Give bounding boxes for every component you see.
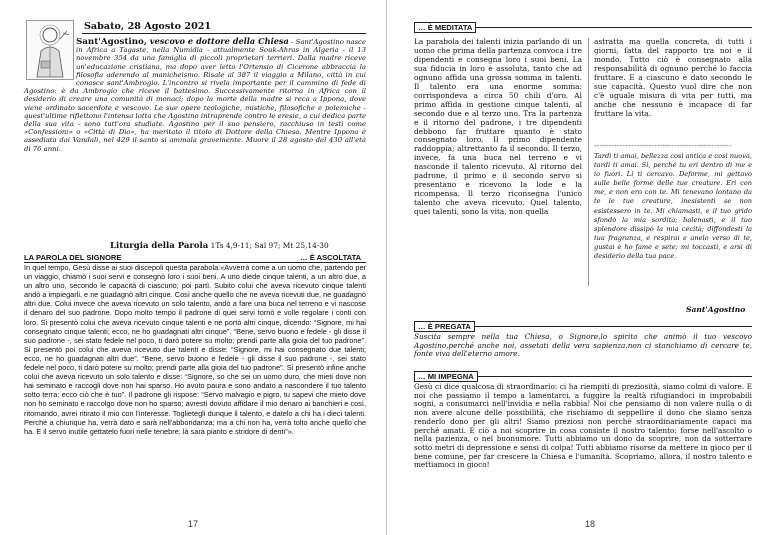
meditation-left-column: La parabola dei talenti inizia parlando di un uomo che prima della partenza convoca i tre dipendenti e consegna loro i suoi beni. La sua fiducia in loro è assoluta, tanto che ad ognuno affida una grossa somma in talenti. Il talento era una enorme somma: corrispondeva a circa 50 chili d'oro. Al primo affida in gestione cinque talenti, al secondo due e al terzo uno. Tra la partenza e il ritorno del padrone, i tre dipendenti debbono far fruttare quanto è stato consegnato loro. Il primo dipendente raddoppia; altrettanto fa il secondo. Il terzo, invece, fa una buca nel terreno e vi nasconde il talento ricevuto. Al ritorno del padrone, il primo e il secondo servo si presentano e ricevono la lode e la ricompensa. Il terzo riconsegna l'unico talento che aveva ricevuto. Quel talento, quei talenti, sono la vita, non quella [414,37,582,217]
saint-bio-block [24,37,366,153]
date-rule [82,33,366,34]
column-divider [588,38,589,286]
page-left [0,0,386,535]
impegno-text: Gesù ci dice qualcosa di straordinario: ci ha riempiti di preziosità, siamo colmi di valore. E noi che passiamo il tempo a lamentarci, a fuggire la realtà rifugiandoci in improbabili sogni, a consumarci nell'invidia e nella rabbia! Noi che pensiamo di non valere nulla o di non avere alcune delle possibilità, che rischiamo di seppellire il dono che siamo senza renderlo dono per gli altri! Siamo preziosi non perché straordinariamente capaci ma perché amati. E ciò a noi scoprire in cosa consiste il nostro talento: forse nell'ascolto o nella pazienza, o nel buonumore. Tutti abbiamo un dono da scoprire, non da sotterrare sotto metri di depressione e sensi di colpa! Tutti abbiamo risorse da mettere in gioco per il bene comune, per far crescere la Chiesa e l'umanità. Scopriamo, allora, il nostro talento e mettiamoci in gioco! [414,382,752,470]
meditata-heading: … È MEDITATA [414,22,476,33]
saint-subtitle: vescovo e dottore della Chiesa [146,36,289,46]
impegno-heading: … MI IMPEGNA [414,371,478,382]
liturgy-heading [110,241,329,251]
parola-heading: LA PAROLA DEL SIGNORE [24,253,122,262]
augustine-quote: Tardi ti amai, bellezza così antica e così nuova, tardi ti amai. Sì, perché tu eri dentro di me e io fuori. Lì ti cercavo. Deforme, mi gettavo sulle belle forme delle tue creature. Eri con me, e non ero con te. Mi tenevano lontano da te le tue creature, inesistenti se non esistessero in te. Mi chiamasti, e il tuo grido sfondò la mia sordità; balenasti, e il tuo splendore dissipò la mia cecità; diffondesti la tua fragranza, e respirai e anelo verso di te, gustai e ho fame e sete; mi toccasti, e arsi di desiderio della tua pace. [594,152,752,261]
liturgy-refs: 1Ts 4,9-11; Sal 97; Mt 25,14-30 [208,241,329,250]
date-heading: Sabato, 28 Agosto 2021 [84,21,212,32]
liturgy-title: Liturgia della Parola [110,241,209,251]
dash-separator: ------------------------------------------------ [594,142,732,150]
page-right [387,0,773,535]
gospel-text: In quel tempo, Gesù disse ai suoi discepoli questa parabola:«Avverrà come a un uomo che, partendo per un viaggio, chiamò i suoi servi e consegnò loro i suoi beni. A uno diede cinque talenti, a un altro due, a un altro uno, secondo le capacità di ciascuno; poi partì. Subito colui che aveva ricevuto cinque talenti andò a impiegarli, e ne guadagnò altri cinque. Così anche quello che ne aveva ricevuti due, ne guadagnò altri due. Colui invece che aveva ricevuto un solo talento, andò a fare una buca nel terreno e vi nascose il denaro del suo padrone. Dopo molto tempo il padrone di quei servi tornò e volle regolare i conti con loro. Si presentò colui che aveva ricevuto cinque talenti e ne portò altri cinque, dicendo: “Signore, mi hai consegnato cinque talenti; ecco, ne ho guadagnati altri cinque”. “Bene, servo buono e fedele - gli disse il suo padrone -, sei stato fedele nel poco, ti darò potere su molto; prendi parte alla gioia del tuo padrone”. Si presentò poi colui che aveva ricevuto due talenti e disse: “Signore, mi hai consegnato due talenti; ecco, ne ho guadagnati altri due”. “Bene, servo buono e fedele - gli disse il suo padrone -, sei stato fedele nel poco, ti darò potere su molto; prendi parte alla gioia del tuo padrone”. Si presentò infine anche colui che aveva ricevuto un solo talento e disse: “Signore, so che sei un uomo duro, che mieti dove non hai seminato e raccogli dove non hai sparso. Ho avuto paura e sono andato a nascondere il tuo talento sotto terra: ecco ciò che è tuo”. Il padrone gli rispose: “Servo malvagio e pigro, tu sapevi che mieto dove non ho seminato e raccolgo dove non ho sparso; avresti dovuto affidare il mio denaro ai banchieri e così, ritornando, avrei ritirato il mio con l'interesse. Toglietegli dunque il talento, e datelo a chi ha i dieci talenti. Perché a chiunque ha, verrà dato e sarà nell'abbondanza; ma a chi non ha, verrà tolto anche quello che ha. E il servo inutile gettatelo fuori nelle tenebre; là sarà pianto e stridore di denti”». [24,263,366,436]
ascoltata-heading: … È ASCOLTATA [300,253,362,262]
pregata-heading: … È PREGATA [414,321,475,332]
prayer-text: Suscita sempre nella tua Chiesa, o Signore,lo spirito che animò il tuo vescovo Agostino,perché anche noi, assetati della vera sapienza,non ci stanchiamo di cercare te, fonte viva dell'eterno amore. [414,332,752,359]
page-number-left: 17 [188,519,199,529]
saint-name: Sant'Agostino, [76,37,147,47]
meditation-right-column: astratta ma quella concreta, di tutti i giorni, fatta del rapporto tra noi e il mondo. Tutto ciò è consegnato alla responsabilità di ognuno perché lo faccia fruttare. E a ciascuno è dato secondo le sue capacità. Questo vuol dire che non c'è uguale misura di vita per tutti, ma anche che nessuno è incapace di far fruttare la vita. [594,37,752,118]
page-number-right: 18 [585,519,596,529]
saint-bio-text: - Sant'Agostino nasce in Africa a Tagaste, nella Numidia - attualmente Souk-Ahras in Algeria - il 13 novembre 354 da una famiglia di piccoli proprietari terrieri. Dalla madre riceve un'educazione cristiana, ma dopo aver letto l'Ortensio di Cicerone abbraccia la filosofia aderendo al manicheismo. Risale al 387 il viaggio a Milano, città in cui conosce sant'Ambrogio. L'incontro si rivela importante per il cammino di fede di Agostino: è da Ambrogio che riceve il battesimo. Successivamente ritorna in Africa con il desiderio di creare una comunità di monaci; dopo la morte della madre si reca a Ippona, dove viene ordinato sacerdote e vescovo. Le sue opere teologiche, mistiche, filosofiche e polemiche - quest'ultime riflettono l'intensa lotta che Agostino intraprende contro le eresie, a cui dedica parte della sua vita - sono tutt'ora studiate. Agostino per il suo pensiero, racchiuso in testi come «Confessioni» o «Città di Dio», ha meritato il titolo di Dottore della Chiesa. Mentre Ippona è assediata dai Vandali, nel 429 il santo si ammala gravemente. Muore il 28 agosto del 430 all'età di 76 anni. [24,38,367,153]
quote-author: Sant'Agostino [686,305,746,314]
